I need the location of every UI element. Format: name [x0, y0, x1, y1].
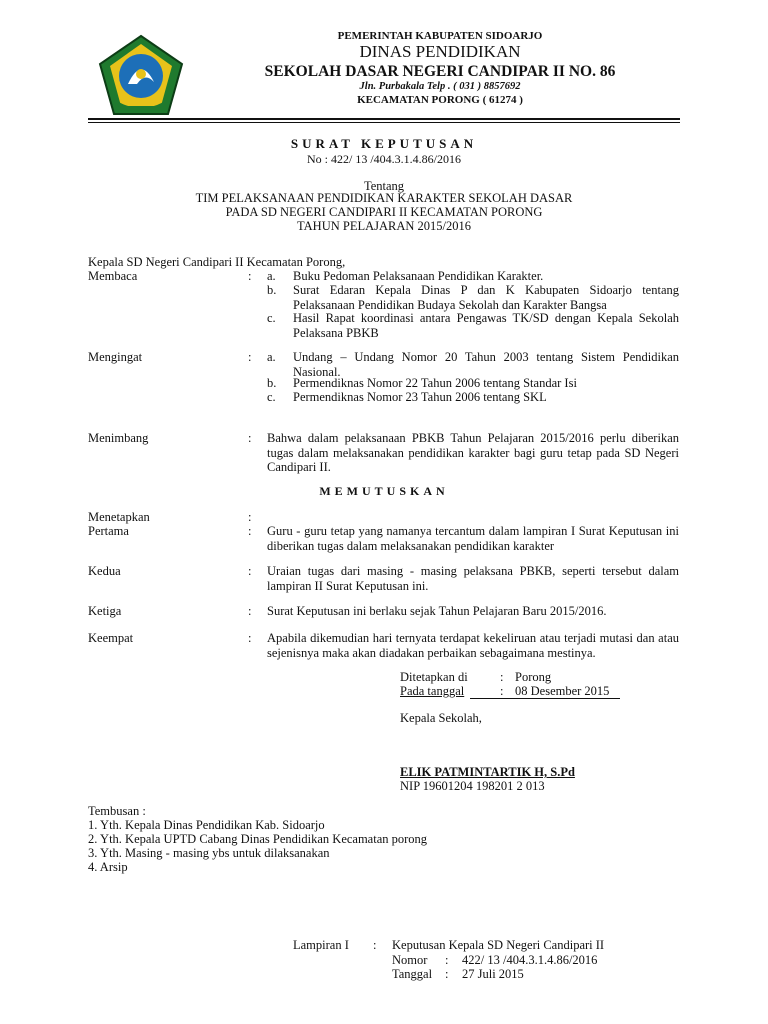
lampiran-colon: :	[373, 938, 377, 952]
letterhead-government: PEMERINTAH KABUPATEN SIDOARJO	[337, 30, 543, 42]
keempat-label: Keempat	[88, 631, 134, 645]
mengingat-item-b-letter: b.	[267, 376, 277, 390]
regency-emblem-icon	[98, 34, 184, 118]
lampiran-tanggal: 27 Juli 2015	[462, 967, 524, 981]
menimbang-text: Bahwa dalam pelaksanaan PBKB Tahun Pelajaran 2015/2016 perlu diberikan tugas dalam melaksanakan pendidikan karakter bagi guru tetap pada SD Negeri Candipari II.	[267, 431, 679, 474]
tembusan-item: 1. Yth. Kepala Dinas Pendidikan Kab. Sidoarjo	[88, 818, 325, 832]
lampiran-nomor-colon: :	[445, 953, 449, 967]
memutuskan-heading: MEMUTUSKAN	[319, 484, 449, 498]
decree-number: No : 422/ 13 /404.3.1.4.86/2016	[306, 152, 461, 166]
tembusan-item: 3. Yth. Masing - masing ybs untuk dilaksanakan	[88, 846, 330, 860]
lampiran-label: Lampiran I	[293, 938, 349, 952]
lampiran-text: Keputusan Kepala SD Negeri Candipari II	[392, 938, 605, 952]
lampiran-nomor-label: Nomor	[392, 953, 428, 967]
decree-intro: Kepala SD Negeri Candipari II Kecamatan Porong,	[88, 255, 346, 269]
pertama-text: Guru - guru tetap yang namanya tercantum dalam lampiran I Surat Keputusan ini diberikan tugas dalam melaksanakan pendidikan karakter	[267, 524, 679, 553]
decree-subject-line-2: PADA SD NEGERI CANDIPARI II KECAMATAN PORONG	[225, 205, 543, 219]
ketiga-label: Ketiga	[88, 604, 122, 618]
letterhead-address: Jln. Purbakala Telp . ( 031 ) 8857692	[359, 81, 521, 92]
letterhead-district: KECAMATAN PORONG ( 61274 )	[357, 94, 523, 106]
membaca-label: Membaca	[88, 269, 138, 283]
menetapkan-label: Menetapkan	[88, 510, 150, 524]
tembusan-item: 2. Yth. Kepala UPTD Cabang Dinas Pendidikan Kecamatan porong	[88, 832, 428, 846]
signature-date: 08 Desember 2015	[515, 684, 610, 698]
signature-role: Kepala Sekolah,	[400, 711, 482, 725]
decree-subject-line-3: TAHUN PELAJARAN 2015/2016	[297, 219, 471, 233]
signature-date-colon: :	[500, 684, 504, 698]
tembusan-item: 4. Arsip	[88, 860, 128, 874]
tembusan-label: Tembusan :	[88, 804, 146, 818]
letterhead-school: SEKOLAH DASAR NEGERI CANDIPAR II NO. 86	[264, 63, 616, 80]
pertama-colon: :	[248, 524, 252, 538]
keempat-colon: :	[248, 631, 252, 645]
signature-date-label: Pada tanggal	[400, 684, 465, 698]
signature-place-colon: :	[500, 670, 504, 684]
decree-about: Tentang	[363, 179, 405, 193]
signature-place-label: Ditetapkan di	[400, 670, 468, 684]
mengingat-item-b-text: Permendiknas Nomor 22 Tahun 2006 tentang Standar Isi	[293, 376, 577, 390]
signature-place: Porong	[515, 670, 552, 684]
kedua-label: Kedua	[88, 564, 121, 578]
lampiran-nomor: 422/ 13 /404.3.1.4.86/2016	[462, 953, 598, 967]
membaca-item-c-letter: c.	[267, 311, 276, 325]
mengingat-label: Mengingat	[88, 350, 143, 364]
mengingat-item-c-letter: c.	[267, 390, 276, 404]
ketiga-colon: :	[248, 604, 252, 618]
mengingat-item-a-text: Undang – Undang Nomor 20 Tahun 2003 tentang Sistem Pendidikan Nasional.	[293, 350, 679, 379]
pertama-label: Pertama	[88, 524, 129, 538]
mengingat-colon: :	[248, 350, 252, 364]
mengingat-item-a-letter: a.	[267, 350, 276, 364]
decree-subject-line-1: TIM PELAKSANAAN PENDIDIKAN KARAKTER SEKOLAH DASAR	[195, 191, 573, 205]
decree-title: SURAT KEPUTUSAN	[290, 136, 478, 151]
signature-nip: NIP 19601204 198201 2 013	[400, 779, 545, 793]
kedua-text: Uraian tugas dari masing - masing pelaksana PBKB, seperti tersebut dalam lampiran II Surat Keputusan ini.	[267, 564, 679, 593]
menetapkan-colon: :	[248, 510, 252, 524]
letterhead-rule-thin	[88, 122, 680, 123]
letterhead-agency: DINAS PENDIDIKAN	[359, 42, 521, 61]
ketiga-text: Surat Keputusan ini berlaku sejak Tahun Pelajaran Baru 2015/2016.	[267, 604, 607, 618]
membaca-colon: :	[248, 269, 252, 283]
menimbang-label: Menimbang	[88, 431, 149, 445]
membaca-item-a-letter: a.	[267, 269, 276, 283]
letterhead-rule-thick	[88, 118, 680, 120]
lampiran-tanggal-label: Tanggal	[392, 967, 433, 981]
kedua-colon: :	[248, 564, 252, 578]
membaca-item-a-text: Buku Pedoman Pelaksanaan Pendidikan Karakter.	[293, 269, 544, 283]
menimbang-colon: :	[248, 431, 252, 445]
signature-name: ELIK PATMINTARTIK H, S.Pd	[400, 765, 575, 779]
lampiran-tanggal-colon: :	[445, 967, 449, 981]
membaca-item-b-letter: b.	[267, 283, 277, 297]
mengingat-item-c-text: Permendiknas Nomor 23 Tahun 2006 tentang SKL	[293, 390, 547, 404]
membaca-item-c-text: Hasil Rapat koordinasi antara Pengawas TK/SD dengan Kepala Sekolah Pelaksana PBKB	[293, 311, 679, 340]
membaca-item-b-text: Surat Edaran Kepala Dinas P dan K Kabupaten Sidoarjo tentang Pelaksanaan Pendidikan Budaya Sekolah dan Karakter Bangsa	[293, 283, 679, 312]
keempat-text: Apabila dikemudian hari ternyata terdapat kekeliruan atau terjadi mutasi dan atau sejenisnya maka akan diadakan perbaikan sebagaimana mestinya.	[267, 631, 679, 660]
